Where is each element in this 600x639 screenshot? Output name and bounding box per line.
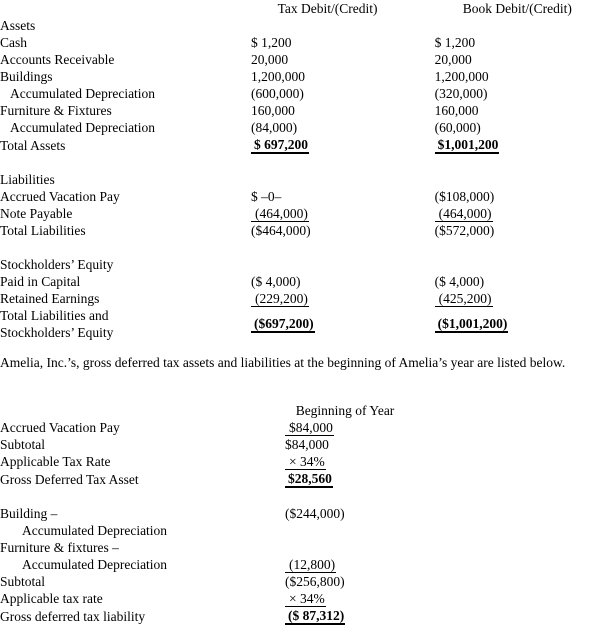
row-label: Applicable Tax Rate <box>0 454 111 469</box>
row-label: Applicable tax rate <box>0 591 103 606</box>
table-row <box>0 573 600 590</box>
table-row <box>0 222 600 239</box>
row-label: Furniture & fixtures – <box>0 540 119 555</box>
cell-empty <box>404 205 435 222</box>
cell-empty <box>405 556 600 573</box>
cell-empty <box>405 505 600 522</box>
table-row <box>0 85 600 102</box>
deferred-tax-block <box>0 402 600 625</box>
row-label: Accumulated Depreciation <box>10 86 156 101</box>
cell-empty <box>404 85 435 102</box>
cell-empty <box>405 607 600 625</box>
row-label: Accumulated Depreciation <box>22 557 168 572</box>
table-row-grand-total <box>0 307 600 341</box>
cell-empty <box>405 573 600 590</box>
cell-empty <box>251 171 404 188</box>
table-row <box>0 290 600 307</box>
row-book-value: (320,000) <box>434 86 488 101</box>
header-tail <box>405 402 600 419</box>
row-label: Buildings <box>0 69 53 84</box>
cell-empty <box>251 256 404 273</box>
header-tax-column: Tax Debit/(Credit) <box>277 1 378 16</box>
spacer <box>0 239 600 256</box>
cell-empty <box>404 119 435 136</box>
section-heading-row-equity <box>0 256 600 273</box>
total-assets-tax: $ 697,200 <box>251 137 309 154</box>
row-label: Total Liabilities <box>0 223 86 238</box>
table-row <box>0 68 600 85</box>
row-tax-value: 1,200,000 <box>251 69 306 84</box>
table-row-total-assets <box>0 136 600 154</box>
section-heading-liabilities: Liabilities <box>0 172 55 187</box>
table-row <box>0 539 600 556</box>
row-label: Retained Earnings <box>0 291 100 306</box>
table-row <box>0 470 600 488</box>
header-gap <box>404 0 435 17</box>
deferred-tax-header-row <box>0 402 600 419</box>
table-row <box>0 556 600 573</box>
retained-earnings-book: (425,200) <box>435 291 493 307</box>
section-heading-assets: Assets <box>0 18 36 33</box>
table-row <box>0 51 600 68</box>
row-label: Accrued Vacation Pay <box>0 189 120 204</box>
total-assets-book: $1,001,200 <box>435 137 500 154</box>
row-book-value: (60,000) <box>434 120 481 135</box>
row-book-value: 1,200,000 <box>434 69 489 84</box>
applicable-tax-rate-2-value: × 34% <box>285 591 326 607</box>
cell-empty <box>404 222 435 239</box>
row-tax-value: ($464,000) <box>251 223 311 238</box>
row-value <box>285 590 405 607</box>
row-book-value <box>435 290 600 307</box>
cell-empty <box>435 256 600 273</box>
section-heading-row-assets <box>0 17 600 34</box>
cell-empty <box>405 436 600 453</box>
row-value <box>285 470 405 488</box>
cell-empty <box>404 290 435 307</box>
row-label: Gross deferred tax liability <box>0 609 146 624</box>
row-book-value: 160,000 <box>434 103 479 118</box>
row-book-value: ($572,000) <box>434 223 495 238</box>
table-row <box>0 453 600 470</box>
row-tax-value: ($ 4,000) <box>251 274 301 289</box>
row-book-value: 20,000 <box>434 52 472 67</box>
cell-empty <box>285 539 405 556</box>
table-row <box>0 273 600 290</box>
cell-empty <box>405 453 600 470</box>
row-book-value: $ 1,200 <box>434 35 476 50</box>
row-tax-value <box>251 205 404 222</box>
row-label: Accumulated Depreciation <box>22 523 168 538</box>
row-label: Subtotal <box>0 437 46 452</box>
header-blank <box>0 402 285 419</box>
table-row <box>0 522 600 539</box>
cell-empty <box>405 590 600 607</box>
grand-total-label-line1: Total Liabilities and <box>0 308 109 323</box>
note-payable-book: (464,000) <box>435 206 493 222</box>
cell-empty <box>404 68 435 85</box>
cell-empty <box>285 522 405 539</box>
cell-empty <box>404 188 435 205</box>
grand-total-label <box>0 307 251 341</box>
cell-empty <box>404 256 435 273</box>
row-label: Accumulated Depreciation <box>10 120 156 135</box>
cell-empty <box>405 419 600 436</box>
cell-empty <box>405 522 600 539</box>
furniture-accum-depr-value: (12,800) <box>285 557 336 573</box>
row-value: ($256,800) <box>285 574 345 589</box>
table-row <box>0 102 600 119</box>
row-value <box>285 419 405 436</box>
cell-empty <box>404 171 435 188</box>
row-label: Building – <box>0 506 58 521</box>
cell-empty <box>251 17 404 34</box>
deferred-tax-table <box>0 402 600 625</box>
grand-total-tax: ($697,200) <box>251 316 315 333</box>
row-tax-value: $ –0– <box>251 189 282 204</box>
header-blank <box>0 0 251 17</box>
row-value: $84,000 <box>285 437 329 452</box>
note-block <box>0 353 600 372</box>
row-tax-value: 160,000 <box>251 103 295 118</box>
retained-earnings-tax: (229,200) <box>251 291 309 307</box>
row-label: Gross Deferred Tax Asset <box>0 472 139 487</box>
row-label: Paid in Capital <box>0 274 81 289</box>
cell-empty <box>404 273 435 290</box>
row-tax-value: (600,000) <box>251 86 304 101</box>
table-row <box>0 505 600 522</box>
cell-empty <box>405 470 600 488</box>
cell-empty <box>435 17 600 34</box>
row-value: ($244,000) <box>285 506 345 521</box>
spacer <box>0 154 600 171</box>
gross-deferred-tax-liability-value: ($ 87,312) <box>285 608 345 625</box>
table-row <box>0 119 600 136</box>
row-book-value: ($108,000) <box>434 189 495 204</box>
cell-empty <box>404 136 435 154</box>
cell-empty <box>404 17 435 34</box>
cell-empty <box>404 51 435 68</box>
row-value <box>285 453 405 470</box>
row-tax-value <box>251 290 404 307</box>
row-label: Cash <box>0 35 27 50</box>
row-tax-value: $ 1,200 <box>251 35 292 50</box>
gross-deferred-tax-asset-value: $28,560 <box>285 471 333 488</box>
applicable-tax-rate-value: × 34% <box>285 454 326 470</box>
table-row <box>0 419 600 436</box>
cell-empty <box>404 34 435 51</box>
table-row <box>0 607 600 625</box>
grand-total-label-line2: Stockholders’ Equity <box>0 325 114 340</box>
table-row <box>0 34 600 51</box>
note-paragraph: Amelia, Inc.’s, gross deferred tax assets and liabilities at the beginning of Amelia’s year are listed below. <box>0 355 566 370</box>
note-payable-tax: (464,000) <box>251 206 309 222</box>
table-row <box>0 205 600 222</box>
grand-total-book: ($1,001,200) <box>435 316 509 333</box>
section-heading-equity: Stockholders’ Equity <box>0 257 114 272</box>
grand-total-tax-cell <box>251 307 404 341</box>
header-book-column: Book Debit/(Credit) <box>462 1 572 16</box>
cell-empty <box>404 102 435 119</box>
grand-total-book-cell <box>435 307 600 341</box>
section-heading-row-liabilities <box>0 171 600 188</box>
row-book-value <box>435 136 600 154</box>
cell-empty <box>404 307 435 341</box>
table-row <box>0 188 600 205</box>
row-label: Note Payable <box>0 206 73 221</box>
row-tax-value <box>251 136 404 154</box>
row-tax-value: (84,000) <box>251 120 298 135</box>
table-row <box>0 590 600 607</box>
header-beginning-of-year: Beginning of Year <box>295 403 395 418</box>
row-label: Accrued Vacation Pay <box>0 420 120 435</box>
table-row <box>0 436 600 453</box>
row-label: Total Assets <box>0 138 66 153</box>
row-label: Accounts Receivable <box>0 52 115 67</box>
row-label: Subtotal <box>0 574 46 589</box>
row-label: Furniture & Fixtures <box>0 103 112 118</box>
row-value <box>285 607 405 625</box>
cell-empty <box>405 539 600 556</box>
row-value <box>285 556 405 573</box>
spacer <box>0 488 600 505</box>
accrued-vacation-pay-value: $84,000 <box>285 420 334 436</box>
row-book-value: ($ 4,000) <box>434 274 485 289</box>
balance-sheet-header-row <box>0 0 600 17</box>
row-book-value <box>435 205 600 222</box>
row-tax-value: 20,000 <box>251 52 289 67</box>
cell-empty <box>435 171 600 188</box>
